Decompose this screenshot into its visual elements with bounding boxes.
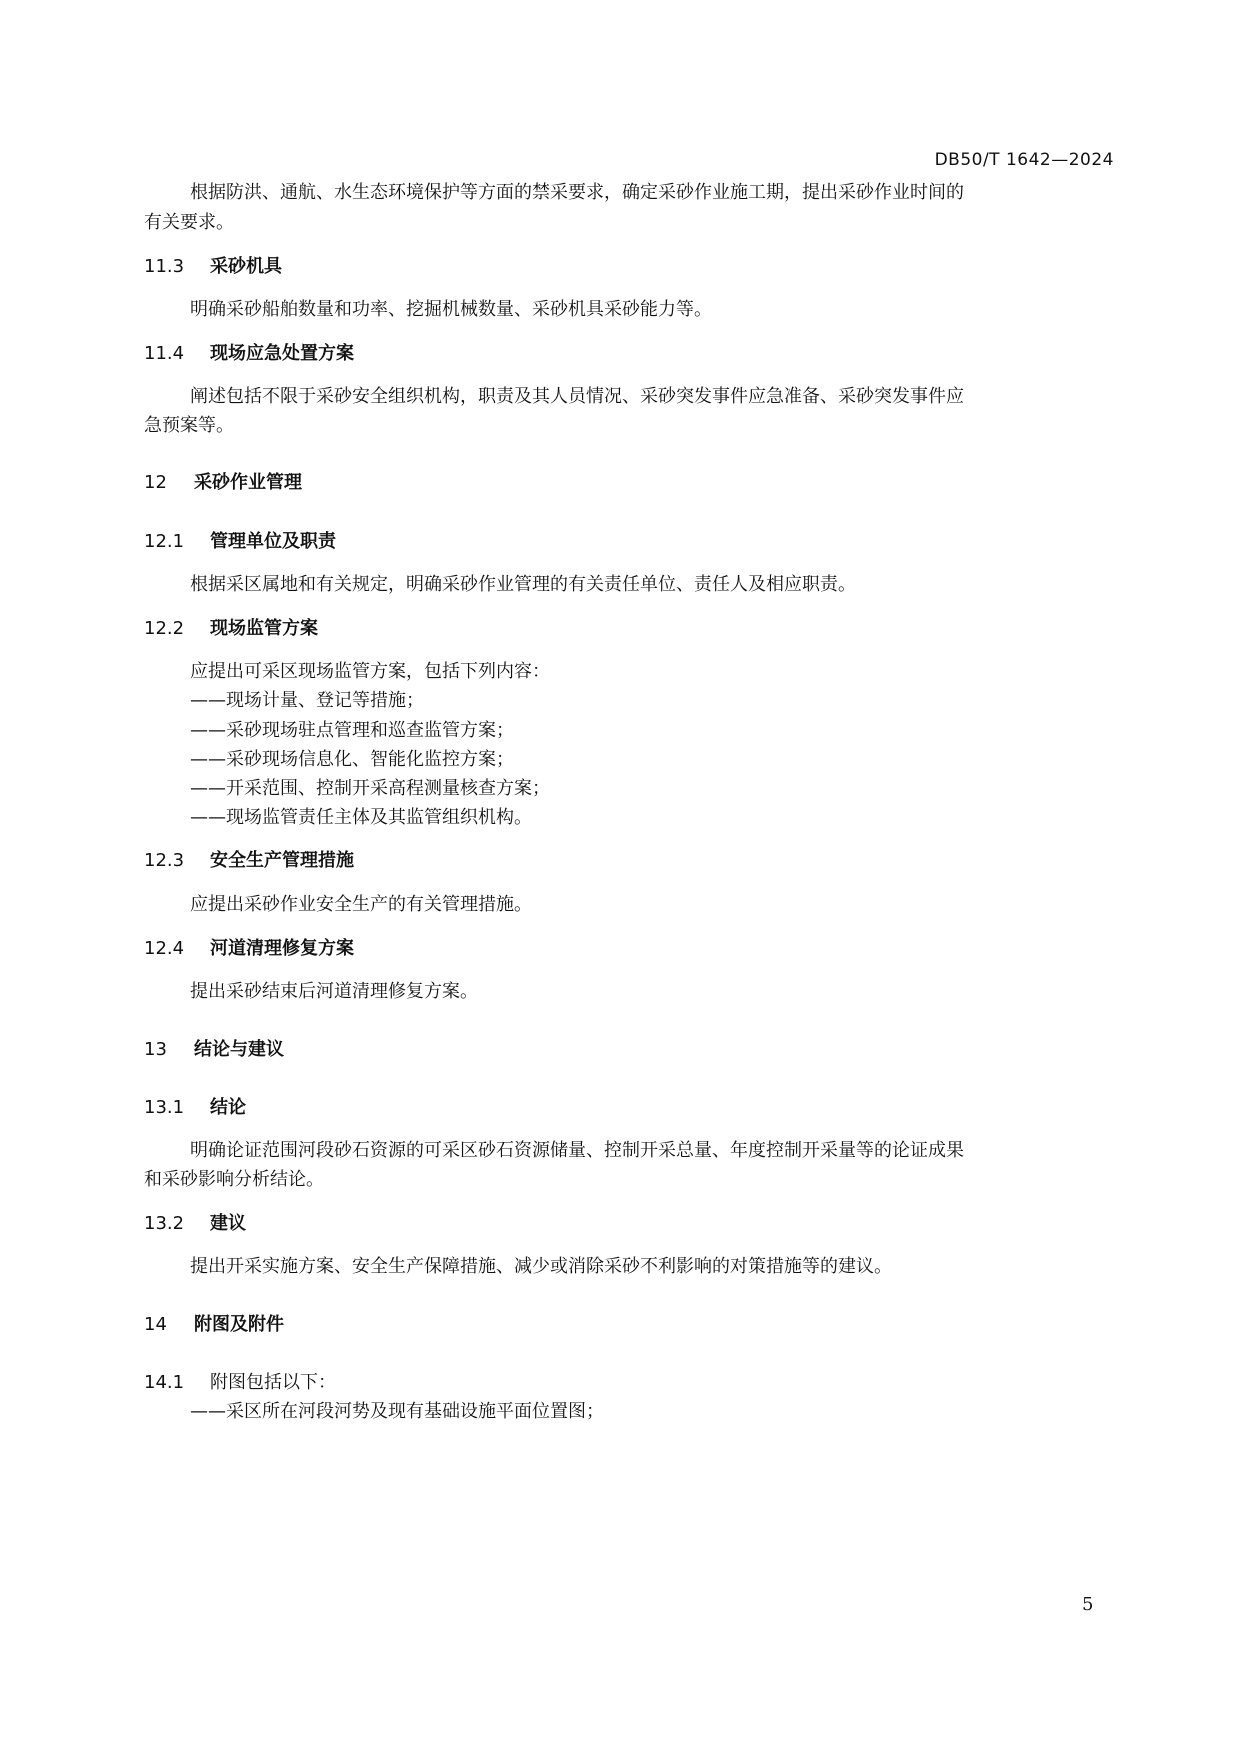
section-number: 11.3 (144, 256, 185, 277)
list-item: ——现场计量、登记等措施； (190, 690, 424, 711)
chapter-number: 14 (144, 1314, 167, 1335)
section-number: 12.3 (144, 850, 185, 871)
list-item: ——开采范围、控制开采高程测量核查方案； (190, 778, 550, 799)
section-heading-12-4 (144, 938, 354, 960)
paragraph-line: 提出开采实施方案、安全生产保障措施、减少或消除采砂不利影响的对策措施等的建议。 (190, 1256, 892, 1277)
section-title: 现场应急处置方案 (210, 343, 354, 364)
paragraph-line: 根据采区属地和有关规定，明确采砂作业管理的有关责任单位、责任人及相应职责。 (190, 574, 856, 595)
list-item: ——现场监管责任主体及其监管组织机构。 (190, 807, 532, 828)
section-heading-13-1 (144, 1097, 246, 1119)
chapter-title: 结论与建议 (194, 1039, 284, 1060)
section-title: 建议 (210, 1213, 246, 1234)
section-heading-11-4 (144, 343, 354, 365)
section-title: 现场监管方案 (210, 618, 318, 639)
chapter-number: 12 (144, 472, 167, 493)
paragraph-line: 有关要求。 (144, 212, 234, 233)
section-heading-13-2 (144, 1213, 246, 1235)
chapter-heading-13 (144, 1039, 284, 1061)
chapter-heading-14 (144, 1314, 284, 1336)
section-title: 采砂机具 (210, 256, 282, 277)
section-number: 12.4 (144, 938, 185, 959)
section-heading-12-3 (144, 850, 354, 872)
section-heading-11-3 (144, 256, 282, 278)
paragraph-line: 阐述包括不限于采砂安全组织机构，职责及其人员情况、采砂突发事件应急准备、采砂突发事件应 (190, 386, 964, 407)
section-heading-12-1 (144, 531, 336, 553)
section-number: 14.1 (144, 1372, 185, 1393)
section-number: 13.2 (144, 1213, 185, 1234)
list-item: ——采区所在河段河势及现有基础设施平面位置图； (190, 1401, 604, 1422)
section-heading-12-2 (144, 618, 318, 640)
paragraph-line: 和采砂影响分析结论。 (144, 1169, 324, 1190)
paragraph-line: 应提出采砂作业安全生产的有关管理措施。 (190, 894, 532, 915)
section-title: 安全生产管理措施 (210, 850, 354, 871)
paragraph-line: 提出采砂结束后河道清理修复方案。 (190, 981, 478, 1002)
section-title: 附图包括以下： (210, 1372, 336, 1393)
page-number: 5 (1082, 1594, 1094, 1615)
section-title: 结论 (210, 1097, 246, 1118)
chapter-heading-12 (144, 472, 302, 494)
section-number: 12.1 (144, 531, 185, 552)
section-title: 管理单位及职责 (210, 531, 336, 552)
chapter-number: 13 (144, 1039, 167, 1060)
paragraph-line: 急预案等。 (144, 415, 234, 436)
section-number: 13.1 (144, 1097, 185, 1118)
section-number: 12.2 (144, 618, 185, 639)
section-heading-14-1 (144, 1372, 336, 1394)
chapter-title: 采砂作业管理 (194, 472, 302, 493)
paragraph-line: 根据防洪、通航、水生态环境保护等方面的禁采要求，确定采砂作业施工期，提出采砂作业时间的 (190, 182, 964, 203)
section-number: 11.4 (144, 343, 185, 364)
list-item: ——采砂现场驻点管理和巡查监管方案； (190, 720, 514, 741)
paragraph-line: 明确采砂船舶数量和功率、挖掘机械数量、采砂机具采砂能力等。 (190, 299, 712, 320)
chapter-title: 附图及附件 (194, 1314, 284, 1335)
paragraph-line: 明确论证范围河段砂石资源的可采区砂石资源储量、控制开采总量、年度控制开采量等的论证成果 (190, 1140, 964, 1161)
paragraph-line: 应提出可采区现场监管方案，包括下列内容： (190, 661, 550, 682)
document-code: DB50/T 1642—2024 (934, 150, 1114, 170)
section-title: 河道清理修复方案 (210, 938, 354, 959)
list-item: ——采砂现场信息化、智能化监控方案； (190, 749, 514, 770)
